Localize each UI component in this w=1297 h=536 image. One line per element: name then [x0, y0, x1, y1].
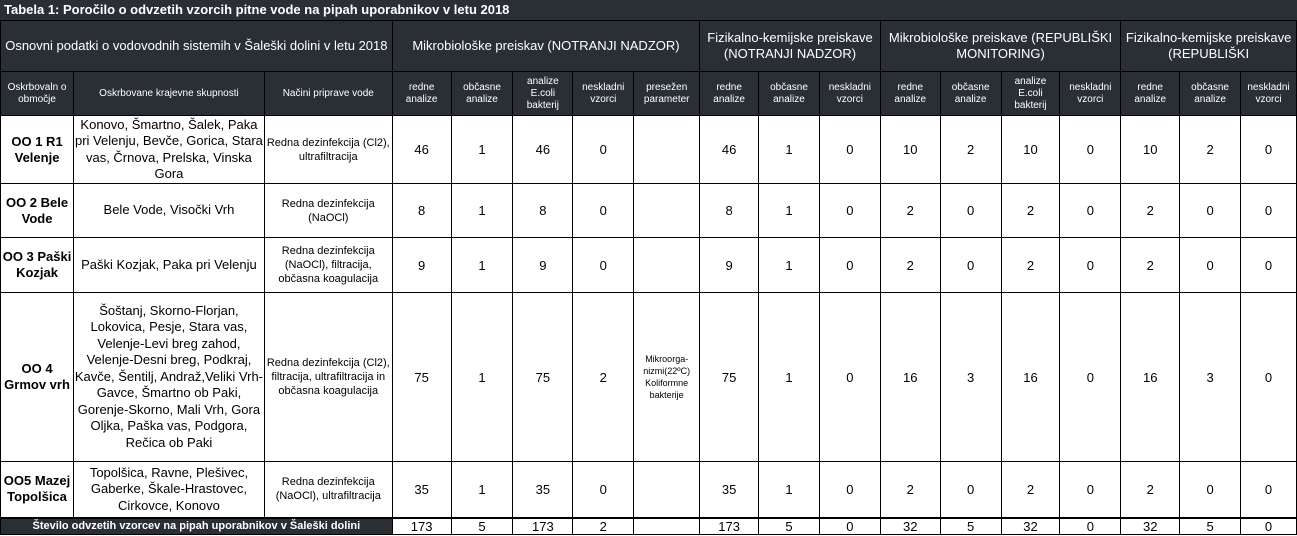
value-cell: 35 — [700, 462, 759, 518]
col-header-regular: redne analize — [880, 72, 940, 116]
groups-cell: Šoštanj, Skorno-Florjan, Lokovica, Pesje, Stara vas, Velenje-Levi breg zahod, Velenje-Desni breg, Podkraj, Kavče, Šentilj, Andraž,Veliki Vrh-Gavce, Šmartno ob Paki, Gorenje-Skorno, Mali Vrh, Gora Oljka, Paška vas, Podgora, Rečica ob Paki — [74, 293, 265, 462]
table-row — [1, 293, 1297, 462]
value-cell: 8 — [700, 184, 759, 238]
value-cell: 1 — [451, 293, 513, 462]
total-value-cell — [634, 518, 700, 535]
value-cell: 0 — [819, 238, 880, 293]
area-cell: OO 2 Bele Vode — [1, 184, 74, 238]
total-value-cell: 173 — [700, 518, 759, 535]
value-cell: 0 — [573, 462, 634, 518]
prep-cell: Redna dezinfekcija (NaOCl), ultrafiltracija — [264, 462, 392, 518]
total-value-cell: 173 — [392, 518, 451, 535]
col-header-ecoli: analize E.coli bakterij — [1001, 72, 1060, 116]
group-header-phys-internal: Fizikalno-kemijske preiskave (NOTRANJI NADZOR) — [700, 21, 881, 72]
value-cell: 2 — [1121, 462, 1180, 518]
value-cell: 9 — [392, 238, 451, 293]
prep-cell: Redna dezinfekcija (NaOCl) — [264, 184, 392, 238]
value-cell: 0 — [819, 116, 880, 184]
value-cell: 0 — [1241, 293, 1297, 462]
col-header-exceeded: presežen parameter — [634, 72, 700, 116]
value-cell: 1 — [451, 184, 513, 238]
value-cell: 9 — [700, 238, 759, 293]
value-cell: 0 — [1060, 238, 1121, 293]
value-cell: 0 — [1060, 462, 1121, 518]
prep-cell: Redna dezinfekcija (Cl2), filtracija, ultrafiltracija in občasna koagulacija — [264, 293, 392, 462]
value-cell: 0 — [1060, 184, 1121, 238]
totals-label: Število odvzetih vzorcev na pipah uporabnikov v Šaleški dolini — [1, 518, 393, 535]
value-cell: 0 — [1060, 293, 1121, 462]
value-cell: 0 — [1180, 238, 1241, 293]
value-cell: 8 — [392, 184, 451, 238]
value-cell: 0 — [1241, 238, 1297, 293]
value-cell: 2 — [1001, 184, 1060, 238]
col-header-regular: redne analize — [1121, 72, 1180, 116]
prep-cell: Redna dezinfekcija (Cl2), ultrafiltracija — [264, 116, 392, 184]
area-cell: OO 3 Paški Kozjak — [1, 238, 74, 293]
value-cell: 2 — [1180, 116, 1241, 184]
value-cell: 16 — [1001, 293, 1060, 462]
value-cell: 2 — [880, 462, 940, 518]
total-value-cell: 32 — [880, 518, 940, 535]
groups-cell: Konovo, Šmartno, Šalek, Paka pri Velenju, Bevče, Gorica, Stara vas, Črnova, Prelska, Vinska Gora — [74, 116, 265, 184]
value-cell: 0 — [573, 116, 634, 184]
value-cell: 35 — [392, 462, 451, 518]
value-cell: 0 — [819, 293, 880, 462]
value-cell: 0 — [573, 238, 634, 293]
value-cell: 2 — [1001, 462, 1060, 518]
table-title: Tabela 1: Poročilo o odvzetih vzorcih pitne vode na pipah uporabnikov v letu 2018 — [0, 0, 1297, 20]
col-header-prep: Načini priprave vode — [264, 72, 392, 116]
group-header-micro-national: Mikrobiološke preiskave (REPUBLIŠKI MONITORING) — [880, 21, 1120, 72]
value-cell: 0 — [1241, 462, 1297, 518]
group-header-row — [1, 21, 1297, 72]
group-header-phys-national: Fizikalno-kemijske preiskave (REPUBLIŠKI — [1121, 21, 1297, 72]
value-cell: 0 — [1180, 462, 1241, 518]
group-header-micro-internal: Mikrobiološke preiskav (NOTRANJI NADZOR) — [392, 21, 699, 72]
value-cell: 1 — [759, 184, 820, 238]
value-cell: 0 — [819, 184, 880, 238]
col-header-ecoli: analize E.coli bakterij — [513, 72, 573, 116]
value-cell: 2 — [1121, 184, 1180, 238]
total-value-cell: 32 — [1001, 518, 1060, 535]
value-cell: 35 — [513, 462, 573, 518]
value-cell: 0 — [573, 184, 634, 238]
total-value-cell: 5 — [1180, 518, 1241, 535]
value-cell: 8 — [513, 184, 573, 238]
totals-row — [1, 518, 1297, 535]
value-cell: 2 — [1121, 238, 1180, 293]
value-cell: 3 — [940, 293, 1001, 462]
value-cell: 2 — [573, 293, 634, 462]
exceeded-parameter-cell — [634, 462, 700, 518]
sub-header-row — [1, 72, 1297, 116]
value-cell: 75 — [392, 293, 451, 462]
value-cell: 9 — [513, 238, 573, 293]
value-cell: 2 — [880, 184, 940, 238]
value-cell: 2 — [1001, 238, 1060, 293]
total-value-cell: 32 — [1121, 518, 1180, 535]
table-row — [1, 462, 1297, 518]
groups-cell: Bele Vode, Visočki Vrh — [74, 184, 265, 238]
value-cell: 16 — [880, 293, 940, 462]
value-cell: 1 — [759, 293, 820, 462]
total-value-cell: 0 — [1060, 518, 1121, 535]
exceeded-parameter-cell — [634, 238, 700, 293]
col-header-area: Oskrbovaln o območje — [1, 72, 74, 116]
col-header-regular: redne analize — [700, 72, 759, 116]
exceeded-parameter-cell — [634, 116, 700, 184]
col-header-occasional: občasne analize — [1180, 72, 1241, 116]
table-row — [1, 238, 1297, 293]
value-cell: 46 — [392, 116, 451, 184]
col-header-noncompliant: neskladni vzorci — [1241, 72, 1297, 116]
exceeded-parameter-cell: Mikroorga-nizmi(22ºC) Koliformne bakterije — [634, 293, 700, 462]
value-cell: 1 — [759, 462, 820, 518]
total-value-cell: 5 — [940, 518, 1001, 535]
exceeded-parameter-cell — [634, 184, 700, 238]
total-value-cell: 5 — [451, 518, 513, 535]
value-cell: 10 — [1001, 116, 1060, 184]
value-cell: 46 — [700, 116, 759, 184]
value-cell: 0 — [940, 462, 1001, 518]
area-cell: OO5 Mazej Topolšica — [1, 462, 74, 518]
group-header-basic: Osnovni podatki o vodovodnih sistemih v Šaleški dolini v letu 2018 — [1, 21, 393, 72]
col-header-groups: Oskrbovane krajevne skupnosti — [74, 72, 265, 116]
value-cell: 75 — [513, 293, 573, 462]
col-header-regular: redne analize — [392, 72, 451, 116]
value-cell: 16 — [1121, 293, 1180, 462]
col-header-occasional: občasne analize — [451, 72, 513, 116]
area-cell: OO 4 Grmov vrh — [1, 293, 74, 462]
value-cell: 0 — [1060, 116, 1121, 184]
value-cell: 1 — [451, 116, 513, 184]
value-cell: 1 — [451, 462, 513, 518]
value-cell: 1 — [759, 116, 820, 184]
value-cell: 0 — [940, 238, 1001, 293]
table-row — [1, 116, 1297, 184]
value-cell: 0 — [1241, 116, 1297, 184]
value-cell: 0 — [1241, 184, 1297, 238]
total-value-cell: 2 — [573, 518, 634, 535]
value-cell: 2 — [880, 238, 940, 293]
value-cell: 1 — [451, 238, 513, 293]
col-header-noncompliant: neskladni vzorci — [573, 72, 634, 116]
value-cell: 0 — [940, 184, 1001, 238]
value-cell: 10 — [880, 116, 940, 184]
value-cell: 0 — [1180, 184, 1241, 238]
samples-table — [0, 20, 1297, 535]
groups-cell: Topolšica, Ravne, Plešivec, Gaberke, Škale-Hrastovec, Cirkovce, Konovo — [74, 462, 265, 518]
table-row — [1, 184, 1297, 238]
value-cell: 2 — [940, 116, 1001, 184]
value-cell: 10 — [1121, 116, 1180, 184]
prep-cell: Redna dezinfekcija (NaOCl), filtracija, občasna koagulacija — [264, 238, 392, 293]
col-header-noncompliant: neskladni vzorci — [1060, 72, 1121, 116]
value-cell: 3 — [1180, 293, 1241, 462]
value-cell: 0 — [819, 462, 880, 518]
col-header-noncompliant: neskladni vzorci — [819, 72, 880, 116]
value-cell: 75 — [700, 293, 759, 462]
total-value-cell: 0 — [1241, 518, 1297, 535]
col-header-occasional: občasne analize — [759, 72, 820, 116]
total-value-cell: 5 — [759, 518, 820, 535]
groups-cell: Paški Kozjak, Paka pri Velenju — [74, 238, 265, 293]
area-cell: OO 1 R1 Velenje — [1, 116, 74, 184]
total-value-cell: 0 — [819, 518, 880, 535]
value-cell: 46 — [513, 116, 573, 184]
col-header-occasional: občasne analize — [940, 72, 1001, 116]
total-value-cell: 173 — [513, 518, 573, 535]
value-cell: 1 — [759, 238, 820, 293]
